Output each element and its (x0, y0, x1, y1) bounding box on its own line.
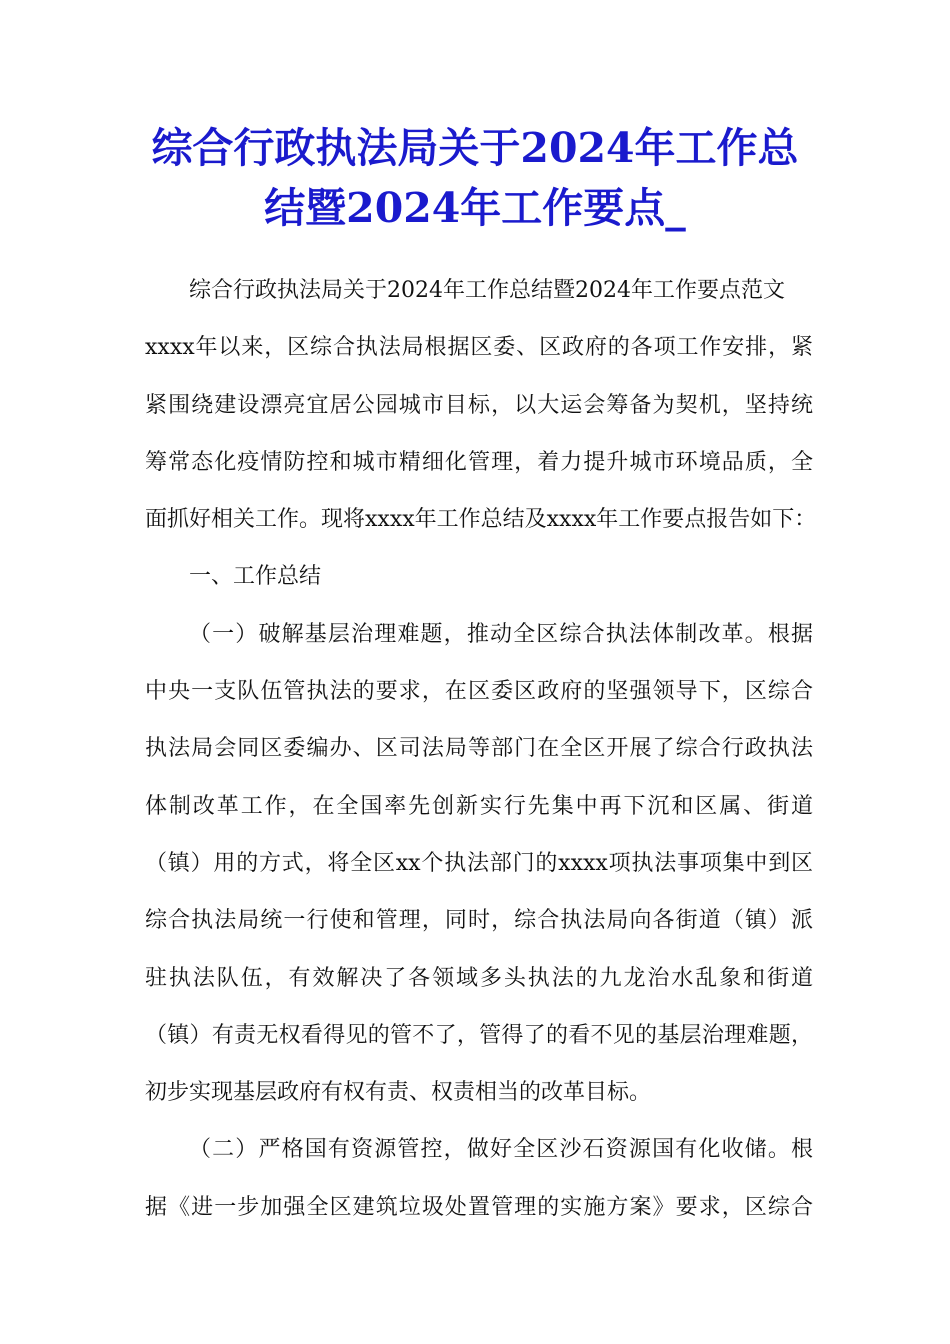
paragraph-line: （镇）用的方式，将全区xx个执法部门的xxxx项执法事项集中到区 (145, 850, 813, 876)
paragraph-line: （一）破解基层治理难题，推动全区综合执法体制改革。根据 (189, 621, 813, 647)
paragraph-line: 中央一支队伍管执法的要求，在区委区政府的坚强领导下，区综合 (145, 679, 813, 705)
paragraph-line: 据《进一步加强全区建筑垃圾处置管理的实施方案》要求，区综合 (145, 1194, 813, 1220)
paragraph-line: 面抓好相关工作。现将xxxx年工作总结及xxxx年工作要点报告如下： (145, 507, 817, 533)
title-line-2: 结暨2024年工作要点_ (264, 184, 686, 232)
paragraph-line: 初步实现基层政府有权有责、权责相当的改革目标。 (145, 1080, 652, 1106)
paragraph-line: 驻执法队伍，有效解决了各领域多头执法的九龙治水乱象和街道 (145, 965, 813, 991)
paragraph-line: 执法局会同区委编办、区司法局等部门在全区开展了综合行政执法 (145, 736, 813, 762)
title-line-1: 综合行政执法局关于2024年工作总 (151, 124, 799, 172)
document-body (145, 262, 817, 1236)
section-heading: 一、工作总结 (189, 564, 322, 590)
paragraph-line: 筹常态化疫情防控和城市精细化管理，着力提升城市环境品质，全 (145, 449, 813, 475)
paragraph-line: 综合执法局统一行使和管理，同时，综合执法局向各街道（镇）派 (145, 908, 813, 934)
paragraph-line: （镇）有责无权看得见的管不了，管得了的看不见的基层治理难题， (145, 1022, 813, 1048)
paragraph-line: 紧围绕建设漂亮宜居公园城市目标，以大运会筹备为契机，坚持统 (145, 392, 813, 418)
paragraph-line: 体制改革工作，在全国率先创新实行先集中再下沉和区属、街道 (145, 793, 813, 819)
paragraph-line: xxxx年以来，区综合执法局根据区委、区政府的各项工作安排，紧 (145, 335, 813, 361)
paragraph-line: （二）严格国有资源管控，做好全区沙石资源国有化收储。根 (189, 1137, 813, 1163)
document-title (140, 118, 810, 238)
paragraph-line: 综合行政执法局关于2024年工作总结暨2024年工作要点范文 (189, 278, 785, 303)
